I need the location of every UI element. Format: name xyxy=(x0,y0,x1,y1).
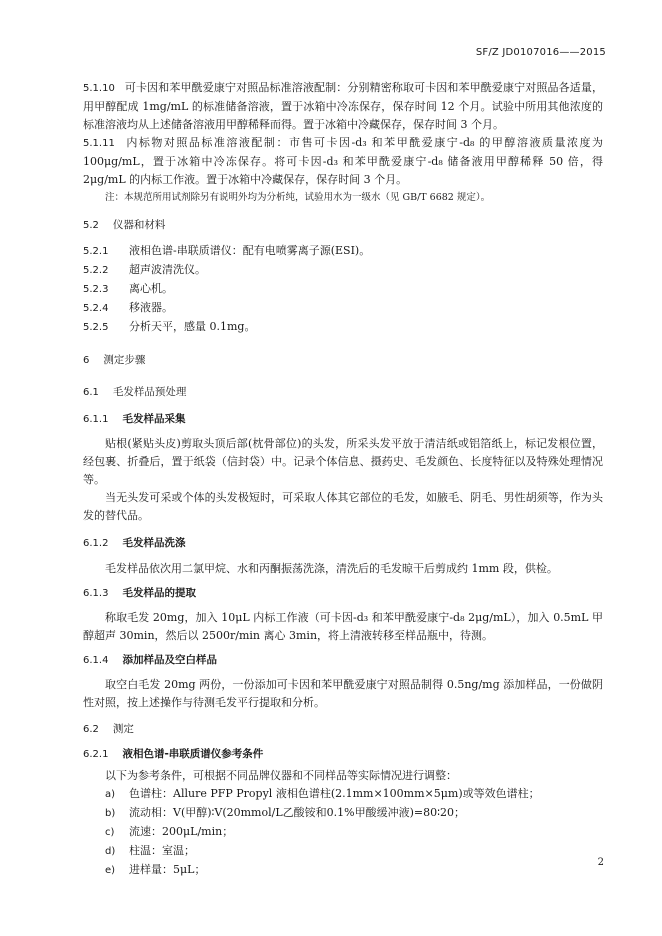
list-item xyxy=(83,280,603,299)
list-item xyxy=(83,299,603,318)
section-number: 6.1.4 xyxy=(83,655,109,666)
section-number: 6.1.3 xyxy=(83,588,109,599)
hair-washing-paragraph: 毛发样品依次用二氯甲烷、水和丙酮振荡洗涤，清洗后的毛发晾干后剪成约 1mm 段，供检。 xyxy=(105,562,558,575)
section-title: 测定步骤 xyxy=(103,354,146,366)
item-text: 液相色谱-串联质谱仪：配有电喷雾离子源(ESI)。 xyxy=(129,244,371,257)
list-item xyxy=(105,823,603,842)
item-text: 分析天平，感量 0.1mg。 xyxy=(129,320,256,333)
item-text: 超声波清洗仪。 xyxy=(129,263,206,276)
document-body xyxy=(83,79,603,880)
item-number: 5.2.3 xyxy=(83,284,109,295)
list-item xyxy=(105,861,603,880)
section-5-2-heading xyxy=(83,216,603,235)
section-6-1-4-heading xyxy=(83,651,603,670)
item-text: 流动相：V(甲醇)∶V(20mmol/L乙酸铵和0.1%甲酸缓冲液)=80∶20； xyxy=(129,806,465,819)
instrument-list xyxy=(83,242,603,337)
section-title: 测定 xyxy=(112,723,134,735)
section-number: 6.1.1 xyxy=(83,414,109,425)
document-code-header: SF/Z JD0107016——2015 xyxy=(475,47,606,58)
conditions-intro: 以下为参考条件，可根据不同品牌仪器和不同样品等实际情况进行调整： xyxy=(105,769,457,782)
clause-text: 可卡因和苯甲酰爱康宁对照品标准溶液配制：分别精密称取可卡因和苯甲酰爱康宁对照品各适量，用甲醇配成 1mg/mL 的标准储备溶液，置于冰箱中冷冻保存，保存时间 12 个月。试验中所用其他浓度的标准溶液均从上述储备溶液用甲醇稀释而得。置于冰箱中冷藏保存，保存时间 3 个月。 xyxy=(83,81,603,131)
reagent-note: 注：本规范所用试剂除另有说明外均为分析纯，试验用水为一级水（见 GB/T 6682 规定）。 xyxy=(105,192,491,203)
item-text: 流速：200μL/min； xyxy=(129,825,234,838)
section-title: 毛发样品采集 xyxy=(122,413,186,425)
hair-collection-paragraph-2: 当无头发可采或个体的头发极短时，可采取人体其它部位的毛发，如腋毛、阴毛、男性胡须等，作为头发的替代品。 xyxy=(83,491,603,522)
page-number: 2 xyxy=(597,857,604,868)
section-number: 6.2.1 xyxy=(83,749,109,760)
list-item xyxy=(83,261,603,280)
clause-text: 内标物对照品标准溶液配制：市售可卡因-d₃ 和苯甲酰爱康宁-d₈ 的甲醇溶液质量浓度为 100μg/mL，置于冰箱中冷冻保存。将可卡因-d₃ 和苯甲酰爱康宁-d₈ 储备液用甲醇稀释 50 倍，得 2μg/mL 的内标工作液。置于冰箱中冷藏保存，保存时间 3 个月。 xyxy=(83,136,603,186)
item-label: b) xyxy=(105,808,116,819)
clause-number: 5.1.11 xyxy=(83,138,115,149)
item-label: c) xyxy=(105,827,115,838)
clause-number: 5.1.10 xyxy=(83,83,115,94)
item-number: 5.2.4 xyxy=(83,303,109,314)
section-6-1-heading xyxy=(83,383,603,402)
section-6-heading xyxy=(83,351,603,370)
item-number: 5.2.5 xyxy=(83,322,109,333)
section-title: 液相色谱-串联质谱仪参考条件 xyxy=(122,748,264,760)
section-6-1-1-heading xyxy=(83,410,603,429)
section-number: 6 xyxy=(83,355,90,366)
item-label: a) xyxy=(105,789,116,800)
item-label: d) xyxy=(105,846,116,857)
list-item xyxy=(83,318,603,337)
section-number: 6.1.2 xyxy=(83,538,109,549)
conditions-list xyxy=(83,785,603,880)
section-6-2-heading xyxy=(83,720,603,739)
section-6-1-3-heading xyxy=(83,584,603,603)
spiked-blank-paragraph: 取空白毛发 20mg 两份，一份添加可卡因和苯甲酰爱康宁对照品制得 0.5ng/mg 添加样品，一份做阴性对照，按上述操作与待测毛发平行提取和分析。 xyxy=(83,678,603,709)
item-text: 色谱柱：Allure PFP Propyl 液相色谱柱(2.1mm×100mm×5μm)或等效色谱柱； xyxy=(129,787,540,800)
item-text: 离心机。 xyxy=(129,282,173,295)
list-item xyxy=(83,242,603,261)
extraction-paragraph: 称取毛发 20mg，加入 10μL 内标工作液（可卡因-d₃ 和苯甲酰爱康宁-d₈ 2μg/mL），加入 0.5mL 甲醇超声 30min，然后以 2500r/min 离心 3min，将上清液转移至样品瓶中，待测。 xyxy=(83,611,603,642)
item-text: 柱温：室温； xyxy=(129,844,195,857)
item-label: e) xyxy=(105,865,116,876)
item-number: 5.2.2 xyxy=(83,265,109,276)
section-title: 毛发样品的提取 xyxy=(122,587,196,599)
section-number: 5.2 xyxy=(83,220,99,231)
section-title: 毛发样品洗涤 xyxy=(122,537,186,549)
section-title: 添加样品及空白样品 xyxy=(122,654,217,666)
section-6-2-1-heading xyxy=(83,745,603,764)
item-text: 移液器。 xyxy=(129,301,173,314)
hair-collection-paragraph-1: 贴根(紧贴头皮)剪取头顶后部(枕骨部位)的头发，所采头发平放于清洁纸或铝箔纸上，标记发根位置，经包裹、折叠后，置于纸袋（信封袋）中。记录个体信息、摄药史、毛发颜色、长度特征以及特殊处理情况等。 xyxy=(83,437,603,486)
item-text: 进样量：5μL； xyxy=(129,863,206,876)
section-6-1-2-heading xyxy=(83,534,603,553)
clause-5-1-11 xyxy=(83,134,603,189)
list-item xyxy=(105,804,603,823)
section-title: 毛发样品预处理 xyxy=(112,386,187,398)
section-number: 6.1 xyxy=(83,387,99,398)
item-number: 5.2.1 xyxy=(83,246,109,257)
section-number: 6.2 xyxy=(83,724,99,735)
clause-5-1-10 xyxy=(83,79,603,134)
section-title: 仪器和材料 xyxy=(112,219,166,231)
list-item xyxy=(105,785,603,804)
list-item xyxy=(105,842,603,861)
